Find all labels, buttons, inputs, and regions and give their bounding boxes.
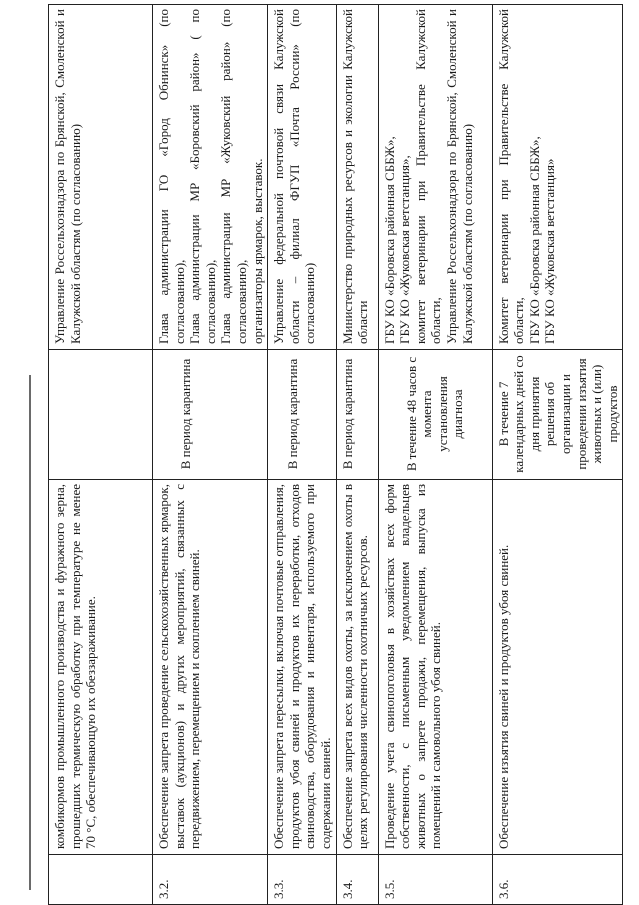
responsible-line: комитет ветеринарии при Правительстве Калужской области, <box>412 9 444 344</box>
table-row <box>49 5 153 905</box>
measure-description: Обеспечение изъятия свиней и продуктов убоя свиней. <box>492 480 623 855</box>
table-row <box>268 5 336 905</box>
responsible-line: Комитет ветеринарии при Правительстве Калужской области, <box>495 9 527 344</box>
responsible-cell <box>49 5 153 350</box>
responsible-line: Глава администрации ГО «Город Обнинск» (по согласованию), <box>156 9 187 344</box>
responsible-line: Глава администрации МР «Жуковский район» (по согласованию), <box>218 9 249 344</box>
row-number <box>49 855 153 905</box>
responsible-line: Управление федеральной почтовой связи Калужской области – филиал ФГУП «Почта России» (по согласованию) <box>271 9 318 344</box>
responsible-line: ГБУ КО «Боровска районная СББЖ», <box>526 136 542 344</box>
measure-text: комбикормов промышленного производства и фуражного зерна, прошедших термическую обработку при температуре не менее 70 °С, обеспечивающую их обеззараживание. <box>52 484 99 849</box>
measure-description: Обеспечение запрета проведение сельскохозяйственных ярмарок, выставок (аукционов) и других мероприятий, связанных с передвижением, перемещением и скоплением свиней. <box>153 480 268 855</box>
responsible-cell <box>492 5 623 350</box>
responsible-cell <box>153 5 268 350</box>
responsible-cell <box>268 5 336 350</box>
margin-rule <box>29 375 31 890</box>
responsible-line: ГБУ КО «Жуковская ветстанция» <box>542 158 558 344</box>
responsible-line: организаторы ярмарок, выставок. <box>249 158 265 344</box>
measures-table <box>48 4 623 905</box>
measure-term: В течение 7 календарных дней со дня принятия решения об организации и проведении изъятия животных и (или) продуктов <box>492 350 623 480</box>
table-row <box>378 5 492 905</box>
term-text: В течение 48 часов с момента установления диагноза <box>403 356 466 472</box>
measure-description: Обеспечение запрета пересылки, включая почтовые отправления, продуктов убоя свиней и продуктов их переработки, отходов свиноводства, оборудования и инвентаря, используемого при содержании свиней. <box>268 480 336 855</box>
table-row <box>336 5 378 905</box>
table-row <box>492 5 623 905</box>
measure-description: Проведение учета свинопоголовья в хозяйствах всех форм собственности, с письменным уведомлением владельцев животных о запрете продажи, перемещения, выпуска из помещений и самовольного убоя свиней. <box>378 480 492 855</box>
row-number: 3.6. <box>492 855 623 905</box>
measure-term <box>49 350 153 480</box>
row-number: 3.2. <box>153 855 268 905</box>
row-number: 3.5. <box>378 855 492 905</box>
term-text: В период карантина <box>285 358 301 470</box>
row-number: 3.3. <box>268 855 336 905</box>
measure-description: Обеспечение запрета всех видов охоты, за исключением охоты в целях регулирования численности охотничьих ресурсов. <box>336 480 378 855</box>
measure-term: В период карантина <box>336 350 378 480</box>
responsible-line: Управление Россельхознадзора по Брянской, Смоленской и Калужской областям (по согласованию) <box>52 9 83 344</box>
term-text: В период карантина <box>178 358 193 470</box>
responsible-line: Министерство природных ресурсов и экологии Калужской области <box>339 9 371 344</box>
responsible-line: Глава администрации МР «Боровский район» ( по согласованию), <box>187 9 218 344</box>
responsible-line: ГБУ КО «Жуковская ветстанция», <box>397 155 413 344</box>
responsible-cell <box>336 5 378 350</box>
responsible-line: ГБУ КО «Боровска районная СББЖ», <box>381 136 397 344</box>
table-row <box>153 5 268 905</box>
row-number: 3.4. <box>336 855 378 905</box>
measure-term <box>378 350 492 480</box>
measure-term <box>153 350 268 480</box>
rotated-table-sheet <box>48 9 620 905</box>
responsible-cell <box>378 5 492 350</box>
measure-term <box>268 350 336 480</box>
responsible-line: Управление Россельхознадзора по Брянской, Смоленской и Калужской областям (по согласованию) <box>443 9 475 344</box>
measure-description <box>49 480 153 855</box>
